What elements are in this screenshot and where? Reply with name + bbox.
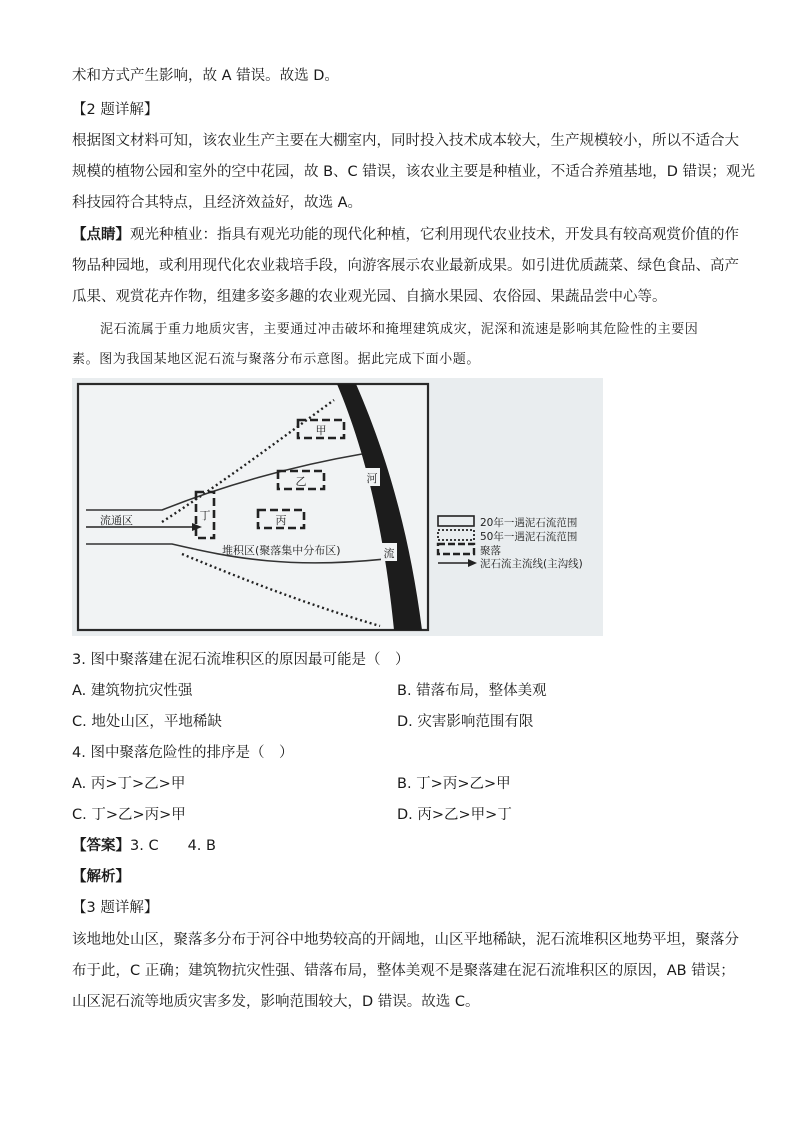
legend-label-settlement: 聚落	[480, 545, 501, 557]
question-3-option-a: A. 建筑物抗灾性强	[72, 683, 193, 699]
figure-svg	[72, 378, 603, 636]
settlement-label-bing: 丙	[275, 514, 287, 527]
text-line: 该地地处山区，聚落多分布于河谷中地势较高的开阔地，山区平地稀缺，泥石流堆积区地势平坦，聚落分	[72, 932, 739, 948]
legend-label-20yr: 20年一遇泥石流范围	[480, 517, 578, 529]
deposit-zone-label: 堆积区(聚落集中分布区)	[222, 544, 341, 557]
river-label-liu: 流	[383, 547, 395, 560]
question-4-option-a: A. 丙>丁>乙>甲	[72, 776, 186, 792]
legend-label-main-flow: 泥石流主流线(主沟线)	[480, 558, 583, 570]
text-line: 规模的植物公园和室外的空中花园，故 B、C 错误，该农业主要是种植业，不适合养殖基地，D 错误；观光	[72, 164, 756, 180]
question-3-option-b: B. 错落布局，整体美观	[397, 683, 547, 699]
question-3-option-c: C. 地处山区，平地稀缺	[72, 714, 222, 730]
intro-line: 泥石流属于重力地质灾害，主要通过冲击破坏和掩埋建筑成灾，泥深和流速是影响其危险性的主要因	[100, 322, 699, 337]
river-label-he: 河	[366, 472, 378, 485]
tip-label: 【点睛】	[72, 227, 130, 243]
question-3-stem: 3. 图中聚落建在泥石流堆积区的原因最可能是（ ）	[72, 652, 410, 668]
intro-line: 素。图为我国某地区泥石流与聚落分布示意图。据此完成下面小题。	[72, 352, 481, 367]
text-line: 瓜果、观赏花卉作物，组建多姿多趣的农业观光园、自摘水果园、农俗园、果蔬品尝中心等。	[72, 289, 667, 305]
settlement-label-ding: 丁	[199, 509, 211, 522]
text-line: 山区泥石流等地质灾害多发，影响范围较大，D 错误。故选 C。	[72, 994, 480, 1010]
text-line: 术和方式产生影响，故 A 错误。故选 D。	[72, 68, 339, 84]
question-4-stem: 4. 图中聚落危险性的排序是（ ）	[72, 745, 294, 761]
section-heading: 【3 题详解】	[72, 900, 159, 916]
answer-line	[72, 836, 216, 856]
settlement-label-jia: 甲	[315, 424, 327, 437]
text-line: 布于此，C 正确；建筑物抗灾性强、错落布局，整体美观不是聚落建在泥石流堆积区的原因，AB 错误；	[72, 963, 735, 979]
analysis-label: 【解析】	[72, 869, 130, 885]
answer-text: 3. C 4. B	[130, 838, 216, 854]
question-4-option-c: C. 丁>乙>丙>甲	[72, 807, 186, 823]
question-4-option-d: D. 丙>乙>甲>丁	[397, 807, 512, 823]
flow-zone-label: 流通区	[100, 514, 133, 527]
text-line: 物品种园地，或利用现代化农业栽培手段，向游客展示农业最新成果。如引进优质蔬菜、绿色食品、高产	[72, 258, 739, 274]
settlement-label-yi: 乙	[295, 475, 307, 488]
tip-text: 观光种植业：指具有观光功能的现代化种植，它利用现代农业技术，开发具有较高观赏价值的作	[130, 227, 739, 243]
tip-line	[72, 225, 739, 245]
legend-label-50yr: 50年一遇泥石流范围	[480, 531, 578, 543]
section-heading: 【2 题详解】	[72, 102, 159, 118]
debris-flow-figure	[72, 378, 603, 636]
question-4-option-b: B. 丁>丙>乙>甲	[397, 776, 511, 792]
question-3-option-d: D. 灾害影响范围有限	[397, 714, 534, 730]
answer-label: 【答案】	[72, 838, 130, 854]
text-line: 科技园符合其特点，且经济效益好，故选 A。	[72, 195, 363, 211]
text-line: 根据图文材料可知，该农业生产主要在大棚室内，同时投入技术成本较大，生产规模较小，所以不适合大	[72, 133, 739, 149]
